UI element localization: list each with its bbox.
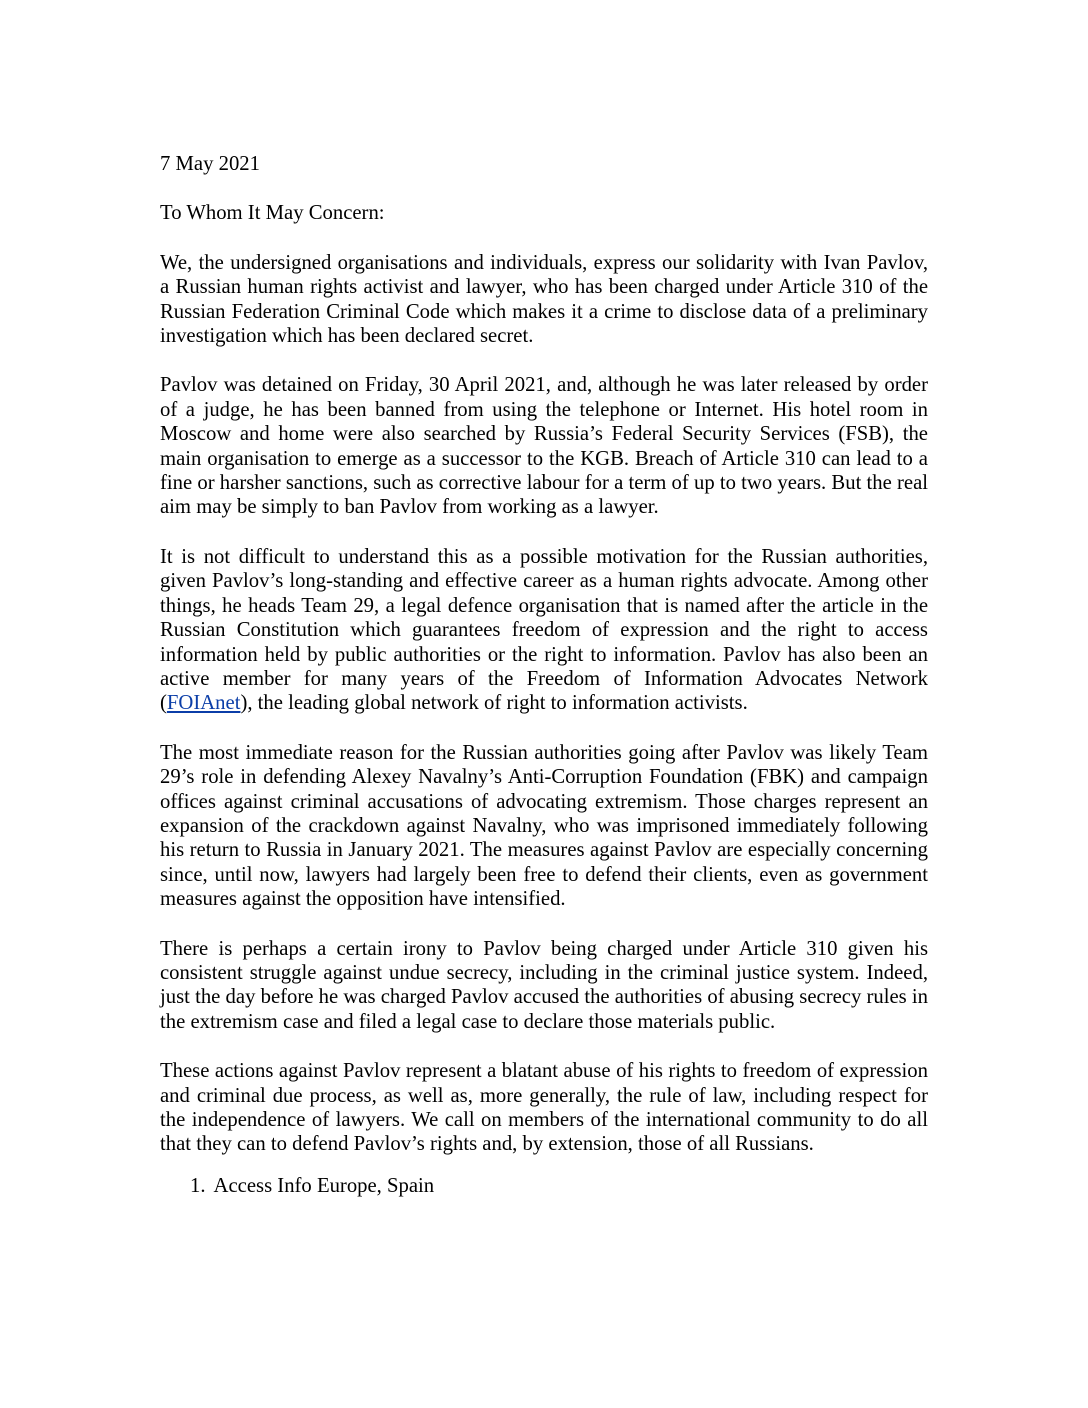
letter-page [160, 152, 928, 1198]
foianet-link[interactable]: FOIAnet [166, 692, 241, 715]
paragraph-immediate-reason: The most immediate reason for the Russian authorities going after Pavlov was likely Team 29’s role in defending Alexey Navalny’s Anti-Corruption Foundation (FBK) and campaign offices against criminal accusations of advocating extremism. Those charges represent an expansion of the crackdown against Navalny, who was imprisoned immediately following his return to Russia in January 2021. The measures against Pavlov are especially concerning since, until now, lawyers had largely been free to defend their clients, even as government measures against the opposition have intensified. [160, 741, 928, 911]
letter-date: 7 May 2021 [160, 153, 260, 175]
paragraph-call-to-action: These actions against Pavlov represent a blatant abuse of his rights to freedom of expression and criminal due process, as well as, more generally, the rule of law, including respect for the independence of lawyers. We call on members of the international community to do all that they can to defend Pavlov’s rights and, by extension, those of all Russians. [160, 1060, 928, 1156]
paragraph-motivation [160, 545, 928, 716]
signatory-list [160, 1174, 928, 1198]
signatory-name: Access Info Europe, Spain [213, 1174, 435, 1197]
paragraph-detention: Pavlov was detained on Friday, 30 April 2021, and, although he was later released by order of a judge, he has been banned from using the telephone or Internet. His hotel room in Moscow and home were also searched by Russia’s Federal Security Services (FSB), the main organisation to emerge as a successor to the KGB. Breach of Article 310 can lead to a fine or harsher sanctions, such as corrective labour for a term of up to two years. But the real aim may be simply to ban Pavlov from working as a lawyer. [160, 374, 928, 519]
paragraph-solidarity: We, the undersigned organisations and individuals, express our solidarity with Ivan Pavlov, a Russian human rights activist and lawyer, who has been charged under Article 310 of the Russian Federation Criminal Code which makes it a crime to disclose data of a preliminary investigation which has been declared secret. [160, 251, 928, 348]
paragraph-irony: There is perhaps a certain irony to Pavlov being charged under Article 310 given his consistent struggle against undue secrecy, including in the criminal justice system. Indeed, just the day before he was charged Pavlov accused the authorities of abusing secrecy rules in the extremism case and filed a legal case to declare those materials public. [160, 937, 928, 1033]
paragraph-motivation-text-before: It is not difficult to understand this as a possible motivation for the Russian authorities, given Pavlov’s long-standing and effective career as a human rights advocate. Among other things, he heads Team 29, a legal defence organisation that is named after the article in the Russian Constitution which guarantees freedom of expression and the right to access information held by public authorities or the right to information. Pavlov has also been an active member for many years of the Freedom of Information Advocates Network ( [160, 545, 928, 715]
paragraph-motivation-text-after: ), the leading global network of right to information activists. [240, 692, 748, 715]
letter-salutation: To Whom It May Concern: [160, 202, 385, 225]
list-item [190, 1174, 928, 1198]
signatory-number: 1. [190, 1174, 206, 1197]
